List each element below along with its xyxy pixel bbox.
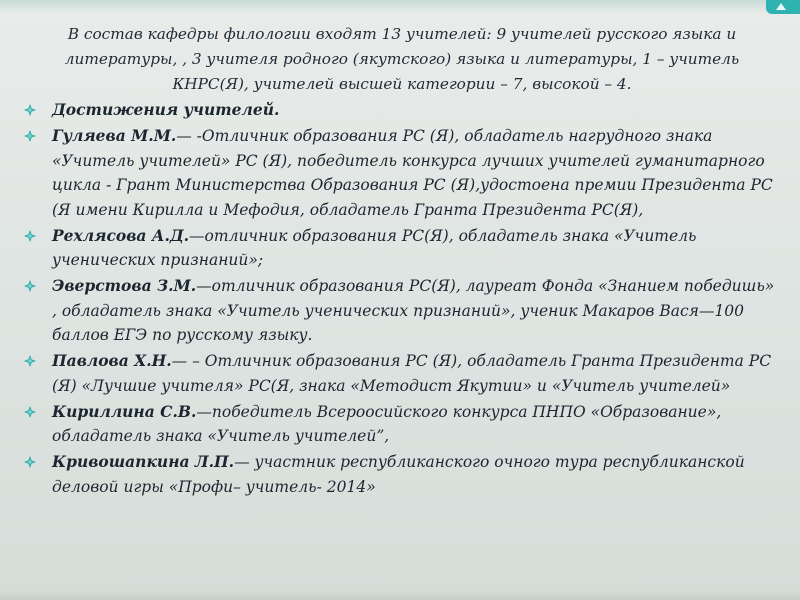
item-text: —отличник образования РС(Я), обладатель знака «Учитель ученических признаний»;	[52, 226, 697, 269]
bullet-icon	[24, 130, 36, 142]
intro-paragraph: В состав кафедры филологии входят 13 учителей: 9 учителей русского языка и литературы, , 3 учителя родного (якутского) языка и литературы, 1 – учитель КНРС(Я), учителей высшей категории – 7, высокой – 4.	[64, 25, 740, 93]
bullet-icon	[24, 230, 36, 242]
list-item	[22, 224, 778, 273]
top-decorative-band	[0, 0, 800, 14]
bullet-icon	[24, 280, 36, 292]
bullet-icon	[24, 355, 36, 367]
item-name: Рехлясова А.Д.	[52, 225, 190, 245]
item-name: Кириллина С.В.	[52, 401, 197, 421]
item-name: Достижения учителей.	[52, 100, 280, 119]
bullet-icon	[24, 104, 36, 116]
corner-tab	[766, 0, 800, 14]
item-text: —отличник образования РС(Я), лауреат Фонда «Знанием победишь» , обладатель знака «Учитель ученических признаний», ученик Макаров Вася—100 баллов ЕГЭ по русскому языку.	[52, 277, 775, 344]
list-item	[22, 98, 778, 123]
achievements-list	[22, 98, 778, 501]
item-name: Павлова Х.Н.	[52, 351, 172, 370]
item-name: Кривошапкина Л.П.	[52, 452, 235, 471]
list-item	[22, 349, 778, 398]
item-text: — участник республиканского очного тура республиканской деловой игры «Профи– учитель- 2014»	[52, 453, 745, 496]
item-text: — -Отличник образования РС (Я), обладатель нагрудного знака «Учитель учителей» РС (Я), победитель конкурса лучших учителей гуманитарного цикла - Грант Министерства Образования РС (Я),удостоена премии Президента РС (Я имени Кирилла и Мефодия, обладатель Гранта Президента РС(Я),	[52, 127, 773, 219]
list-item	[22, 274, 778, 348]
bullet-icon	[24, 456, 36, 468]
item-name: Гуляева М.М.	[52, 126, 177, 145]
item-text: — – Отличник образования РС (Я), обладатель Гранта Президента РС (Я) «Лучшие учителя» РС(Я, знака «Методист Якутии» и «Учитель учителей»	[52, 352, 772, 395]
list-item	[22, 450, 778, 499]
item-name: Эверстова З.М.	[52, 276, 197, 295]
list-item	[22, 400, 778, 449]
item-text: —победитель Всероосийского конкурса ПНПО «Образование», обладатель знака «Учитель учителей”,	[52, 402, 722, 445]
bullet-icon	[24, 406, 36, 418]
bottom-decorative-band	[0, 590, 800, 600]
list-item	[22, 124, 778, 222]
up-arrow-icon	[776, 3, 786, 10]
